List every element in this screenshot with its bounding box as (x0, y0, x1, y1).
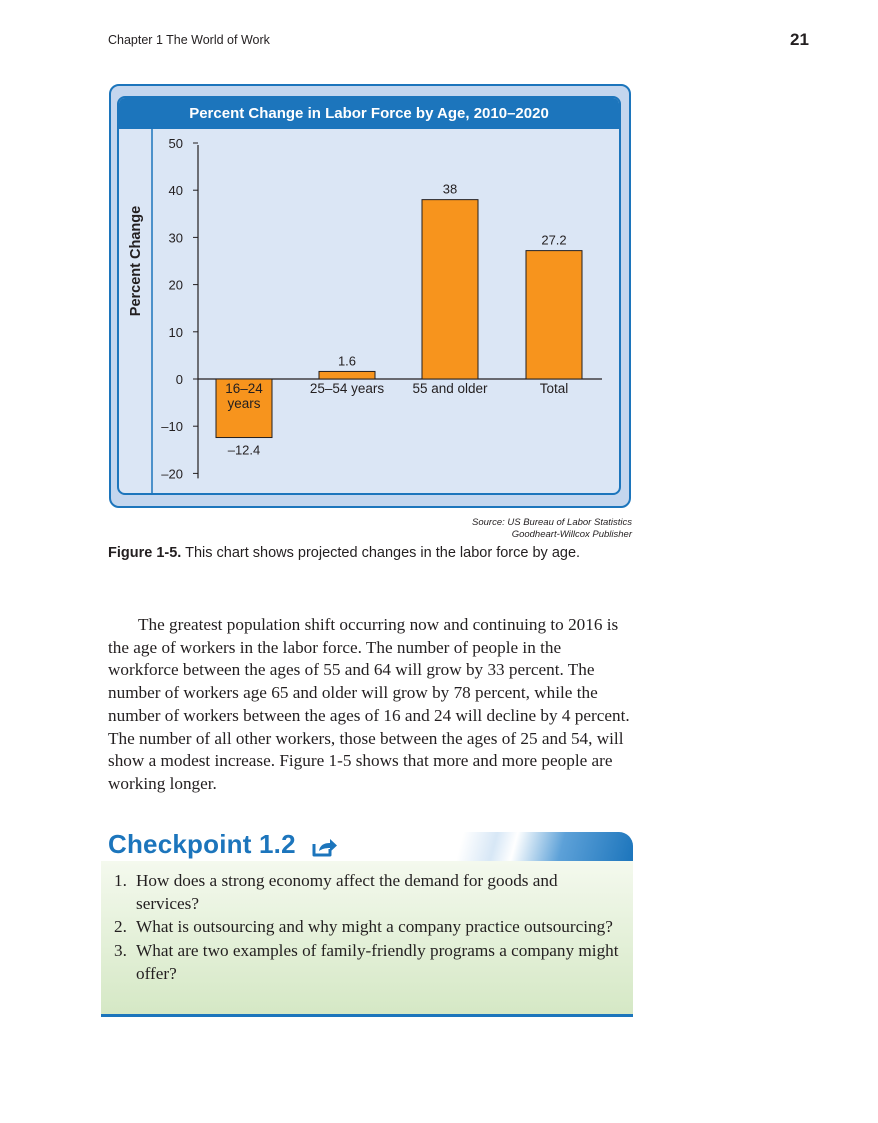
y-axis-label: Percent Change (128, 205, 144, 317)
running-header: Chapter 1 The World of Work (108, 33, 270, 47)
category-label: years (227, 396, 261, 411)
question-text: What is outsourcing and why might a company practice outsourcing? (136, 917, 613, 937)
y-tick-label: 20 (168, 277, 183, 293)
bar (319, 371, 375, 379)
data-label: –12.4 (227, 442, 261, 458)
data-label: 27.2 (541, 232, 567, 248)
y-tick-label: 30 (168, 230, 183, 246)
y-tick-label: –10 (161, 419, 183, 435)
bar (526, 251, 582, 379)
page-number: 21 (790, 30, 809, 49)
chart-title: Percent Change in Labor Force by Age, 2010–2020 (119, 98, 619, 129)
question-item (114, 870, 624, 915)
category-label: Total (539, 381, 569, 396)
figure-source (300, 517, 632, 541)
bar (422, 200, 478, 379)
question-number: 1. (114, 871, 127, 890)
publisher-line: Goodheart-Willcox Publisher (511, 529, 632, 540)
source-line: Source: US Bureau of Labor Statistics (472, 517, 632, 528)
y-tick-label: –20 (161, 466, 183, 482)
question-number: 3. (114, 941, 127, 961)
data-label: 1.6 (337, 353, 357, 369)
question-item (114, 916, 624, 939)
y-tick-label: 40 (168, 183, 183, 199)
question-text: What are two examples of family-friendly programs a company might offer? (136, 941, 619, 983)
question-text: How does a strong economy affect the demand for goods and services? (136, 871, 558, 913)
category-label: 16–24 (225, 381, 263, 396)
category-label: 25–54 years (309, 381, 385, 396)
external-link-icon[interactable] (311, 836, 339, 858)
checkpoint-questions (114, 870, 624, 987)
y-tick-label: 50 (168, 136, 183, 151)
y-tick-label: 0 (175, 372, 183, 387)
category-label: 55 and older (412, 381, 488, 396)
checkpoint-title: Checkpoint 1.2 (108, 829, 296, 859)
question-item (114, 940, 624, 985)
caption-label: Figure 1-5. (108, 545, 182, 561)
bar-chart (117, 96, 621, 495)
figure-caption (108, 545, 580, 561)
caption-text: This chart shows projected changes in the labor force by age. (181, 545, 581, 561)
question-number: 2. (114, 917, 127, 937)
data-label: 38 (442, 181, 458, 197)
body-paragraph: The greatest population shift occurring now and continuing to 2016 is the age of workers in the labor force. The number of people in the workforce between the ages of 55 and 64 will grow by 33 percent. The number of workers age 65 and older will grow by 78 percent, while the number of workers between the ages of 16 and 24 will decline by 4 percent. The number of all other workers, those between the ages of 25 and 54, will show a modest increase. Figure 1-5 shows that more and more people are working longer. (108, 615, 630, 793)
y-tick-label: 10 (168, 324, 183, 340)
